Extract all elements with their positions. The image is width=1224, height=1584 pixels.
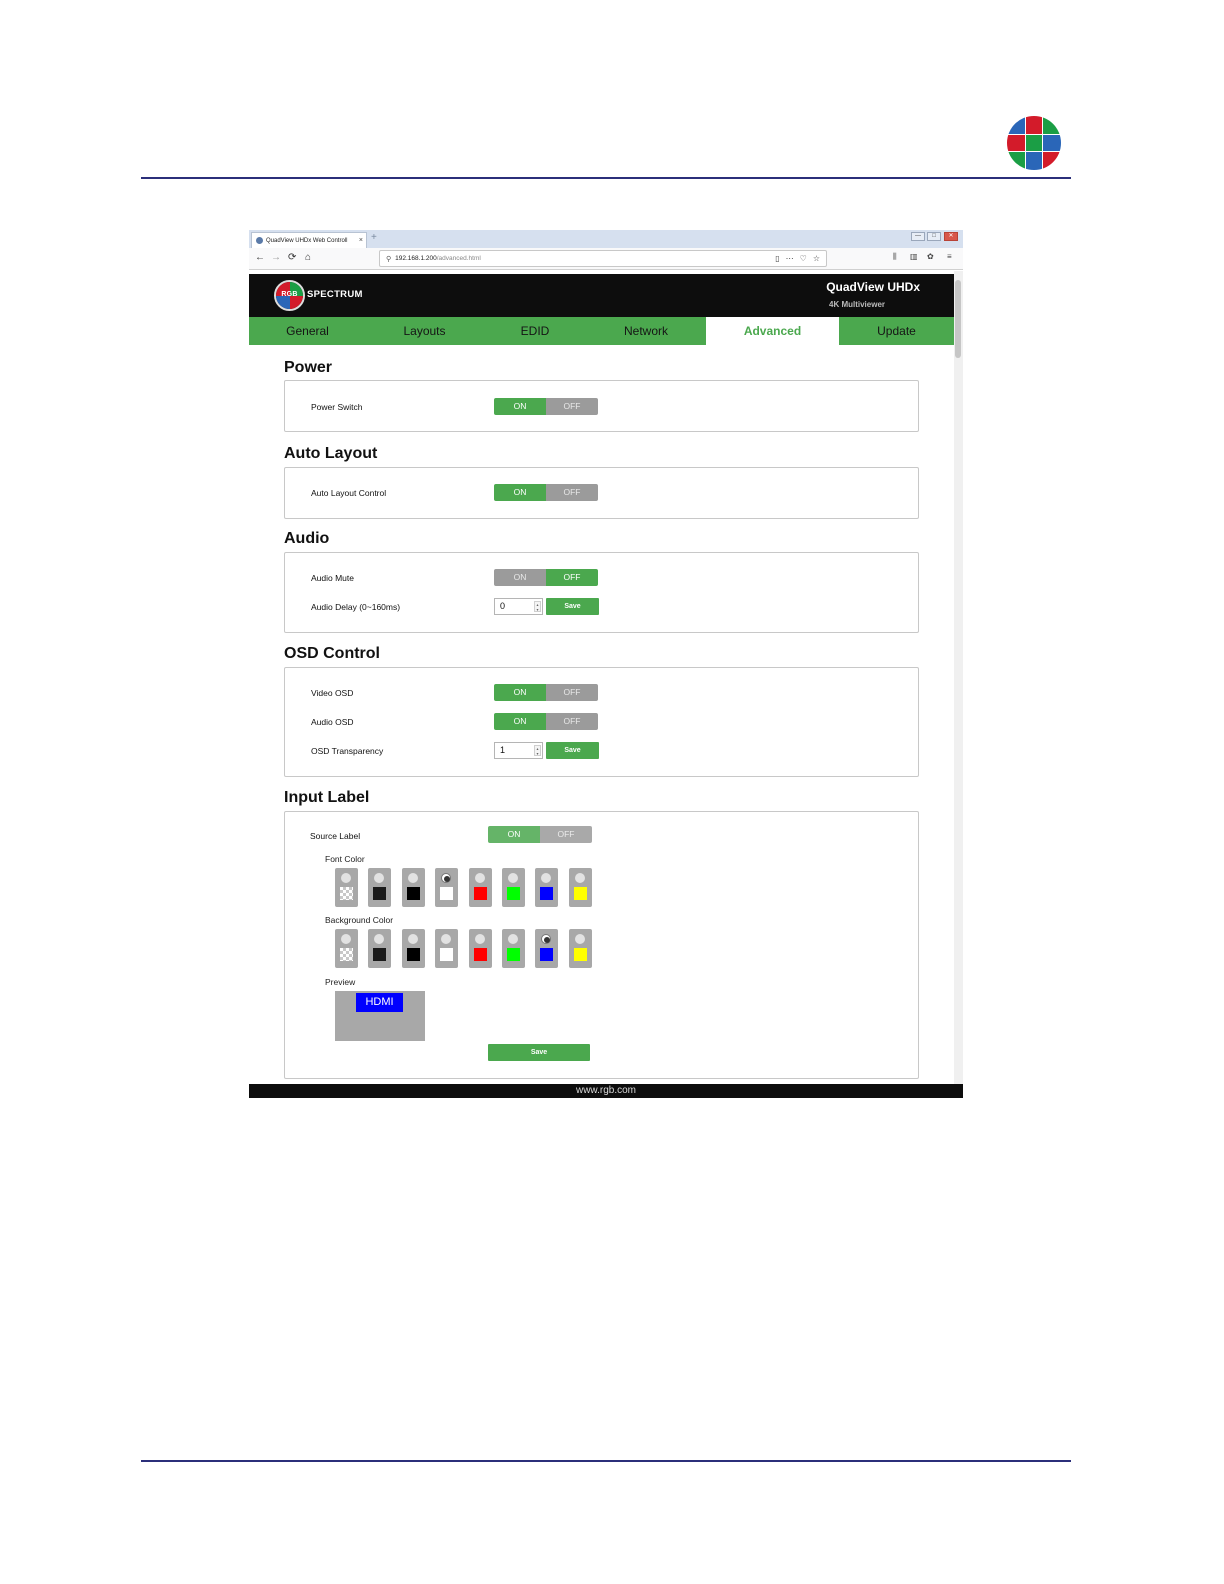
more-actions-icon[interactable]: ⋯ <box>785 254 794 263</box>
video-osd-off-option[interactable]: OFF <box>546 684 598 701</box>
font-color-swatch[interactable] <box>502 868 525 907</box>
spinner-icon[interactable]: ▴ ▾ <box>534 745 541 756</box>
background-color-swatch[interactable] <box>502 929 525 968</box>
background-color-color-chip <box>407 948 420 961</box>
font-color-radio[interactable] <box>441 873 451 883</box>
font-color-radio[interactable] <box>341 873 351 883</box>
scrollbar-thumb[interactable] <box>955 280 961 358</box>
audio-osd-toggle[interactable] <box>494 713 598 730</box>
preview-hdmi-tag: HDMI <box>356 993 403 1012</box>
font-color-swatch[interactable] <box>335 868 358 907</box>
background-color-swatch[interactable] <box>569 929 592 968</box>
background-color-color-chip <box>373 948 386 961</box>
address-bar[interactable] <box>379 250 827 267</box>
audio-mute-toggle[interactable] <box>494 569 598 586</box>
browser-titlebar <box>249 230 963 248</box>
tab-edid[interactable]: EDID <box>520 324 550 338</box>
tab-update[interactable]: Update <box>877 324 916 338</box>
font-color-radio[interactable] <box>408 873 418 883</box>
font-color-label: Font Color <box>325 854 365 864</box>
audio-heading: Audio <box>284 530 330 547</box>
osd-transparency-label: OSD Transparency <box>311 746 384 756</box>
font-color-swatch[interactable] <box>569 868 592 907</box>
font-color-swatch[interactable] <box>535 868 558 907</box>
auto-layout-toggle[interactable] <box>494 484 598 501</box>
background-color-radio[interactable] <box>475 934 485 944</box>
globe-icon <box>256 237 263 244</box>
power-off-option[interactable]: OFF <box>546 398 598 415</box>
forward-arrow-icon[interactable]: → <box>271 252 281 263</box>
source-label-toggle[interactable] <box>488 826 592 843</box>
background-color-color-chip <box>540 948 553 961</box>
font-color-radio[interactable] <box>374 873 384 883</box>
input-label-heading: Input Label <box>284 789 370 806</box>
font-color-swatch[interactable] <box>368 868 391 907</box>
font-color-color-chip <box>574 887 587 900</box>
font-color-color-chip <box>474 887 487 900</box>
osd-transparency-input[interactable] <box>494 742 543 759</box>
osd-panel <box>284 667 919 777</box>
background-color-label: Background Color <box>325 915 394 925</box>
label-preview <box>335 991 425 1041</box>
logo-letters: RGB <box>281 291 298 298</box>
video-osd-on-option[interactable]: ON <box>494 684 546 701</box>
background-color-radio[interactable] <box>575 934 585 944</box>
audio-mute-off-option[interactable]: OFF <box>546 569 598 586</box>
extension-icon[interactable]: ✿ <box>927 252 934 261</box>
close-tab-icon[interactable]: × <box>358 237 363 244</box>
background-color-color-chip <box>474 948 487 961</box>
power-on-option[interactable]: ON <box>494 398 546 415</box>
maximize-button[interactable]: □ <box>927 232 941 241</box>
main-menu <box>249 317 954 345</box>
background-color-swatch[interactable] <box>335 929 358 968</box>
audio-osd-on-option[interactable]: ON <box>494 713 546 730</box>
source-label-on-option[interactable]: ON <box>488 826 540 843</box>
power-heading: Power <box>284 359 333 376</box>
power-switch-label: Power Switch <box>311 402 363 412</box>
tab-advanced[interactable]: Advanced <box>706 317 839 345</box>
background-color-radio[interactable] <box>541 934 551 944</box>
source-label-label: Source Label <box>310 831 361 841</box>
preview-label: Preview <box>325 977 356 987</box>
font-color-color-chip <box>407 887 420 900</box>
browser-navbar <box>249 248 963 270</box>
video-osd-label: Video OSD <box>311 688 354 698</box>
background-color-radio[interactable] <box>441 934 451 944</box>
url-path: /advanced.html <box>436 255 481 262</box>
audio-mute-on-option[interactable]: ON <box>494 569 546 586</box>
rgb-spectrum-logo-icon <box>1006 115 1062 171</box>
audio-delay-input[interactable] <box>494 598 543 615</box>
pocket-icon[interactable]: ♡ <box>799 254 807 263</box>
document-top-rule <box>141 177 1071 179</box>
document-bottom-rule <box>141 1460 1071 1462</box>
auto-layout-heading: Auto Layout <box>284 445 378 462</box>
home-icon[interactable]: ⌂ <box>305 252 312 263</box>
input-label-save-button[interactable]: Save <box>488 1044 590 1061</box>
brand-name: SPECTRUM <box>307 289 363 300</box>
input-label-panel <box>284 811 919 1079</box>
background-color-swatch[interactable] <box>368 929 391 968</box>
minimize-button[interactable]: — <box>911 232 925 241</box>
new-tab-button[interactable]: + <box>371 232 377 243</box>
background-color-swatch[interactable] <box>469 929 492 968</box>
audio-osd-label: Audio OSD <box>311 717 354 727</box>
background-color-swatch[interactable] <box>535 929 558 968</box>
app-header <box>249 274 954 317</box>
scrollbar-track[interactable] <box>954 271 963 1084</box>
font-color-radio[interactable] <box>541 873 551 883</box>
auto-layout-panel <box>284 467 919 519</box>
auto-layout-on-option[interactable]: ON <box>494 484 546 501</box>
browser-screenshot <box>249 230 963 1098</box>
background-color-color-chip <box>440 948 453 961</box>
url-host: 192.168.1.200 <box>395 255 437 262</box>
background-color-color-chip <box>507 948 520 961</box>
hamburger-menu-icon[interactable]: ≡ <box>947 252 952 261</box>
audio-osd-off-option[interactable]: OFF <box>546 713 598 730</box>
background-color-radio[interactable] <box>374 934 384 944</box>
library-icon[interactable]: ⫼ <box>893 252 897 261</box>
tab-layouts[interactable]: Layouts <box>403 324 446 338</box>
font-color-color-chip <box>540 887 553 900</box>
osd-heading: OSD Control <box>284 645 380 662</box>
font-color-radio[interactable] <box>575 873 585 883</box>
sidebar-icon[interactable]: ▥ <box>910 252 918 261</box>
osd-transparency-value: 1 <box>500 745 506 755</box>
audio-mute-label: Audio Mute <box>311 573 354 583</box>
product-title: QuadView UHDx <box>826 280 920 294</box>
background-color-radio[interactable] <box>408 934 418 944</box>
font-color-swatch[interactable] <box>469 868 492 907</box>
tab-general[interactable]: General <box>286 324 329 338</box>
product-subtitle: 4K Multiviewer <box>829 300 886 309</box>
font-color-color-chip <box>340 887 353 900</box>
background-color-swatch[interactable] <box>435 929 458 968</box>
reader-view-icon[interactable]: ▯ <box>775 254 780 263</box>
audio-delay-save-button[interactable]: Save <box>546 598 599 615</box>
background-color-radio[interactable] <box>341 934 351 944</box>
audio-delay-label: Audio Delay (0~160ms) <box>311 602 401 612</box>
power-switch-toggle[interactable] <box>494 398 598 415</box>
font-color-radio[interactable] <box>508 873 518 883</box>
reload-icon[interactable]: ⟳ <box>288 252 297 263</box>
font-color-radio[interactable] <box>475 873 485 883</box>
close-window-button[interactable]: ✕ <box>944 232 958 241</box>
osd-transparency-save-button[interactable]: Save <box>546 742 599 759</box>
source-label-off-option[interactable]: OFF <box>540 826 592 843</box>
background-color-radio[interactable] <box>508 934 518 944</box>
audio-delay-value: 0 <box>500 601 506 611</box>
font-color-color-chip <box>440 887 453 900</box>
page-footer: www.rgb.com <box>249 1084 963 1098</box>
font-color-color-chip <box>507 887 520 900</box>
font-color-color-chip <box>373 887 386 900</box>
background-color-swatch[interactable] <box>402 929 425 968</box>
bookmark-star-icon[interactable]: ☆ <box>812 254 820 263</box>
lock-icon: ⚲ <box>386 255 392 263</box>
video-osd-toggle[interactable] <box>494 684 598 701</box>
auto-layout-off-option[interactable]: OFF <box>546 484 598 501</box>
audio-panel <box>284 552 919 633</box>
power-panel <box>284 380 919 432</box>
background-color-color-chip <box>340 948 353 961</box>
tab-network[interactable]: Network <box>623 324 668 338</box>
rgb-logo-icon <box>274 280 305 311</box>
font-color-swatch[interactable] <box>402 868 425 907</box>
background-color-color-chip <box>574 948 587 961</box>
tab-title: QuadView UHDx Web Controll <box>266 237 348 244</box>
font-color-swatch[interactable] <box>435 868 458 907</box>
auto-layout-label: Auto Layout Control <box>311 488 387 498</box>
back-arrow-icon[interactable]: ← <box>255 252 265 263</box>
spinner-icon[interactable]: ▴ ▾ <box>534 601 541 612</box>
browser-tab[interactable] <box>251 232 367 248</box>
